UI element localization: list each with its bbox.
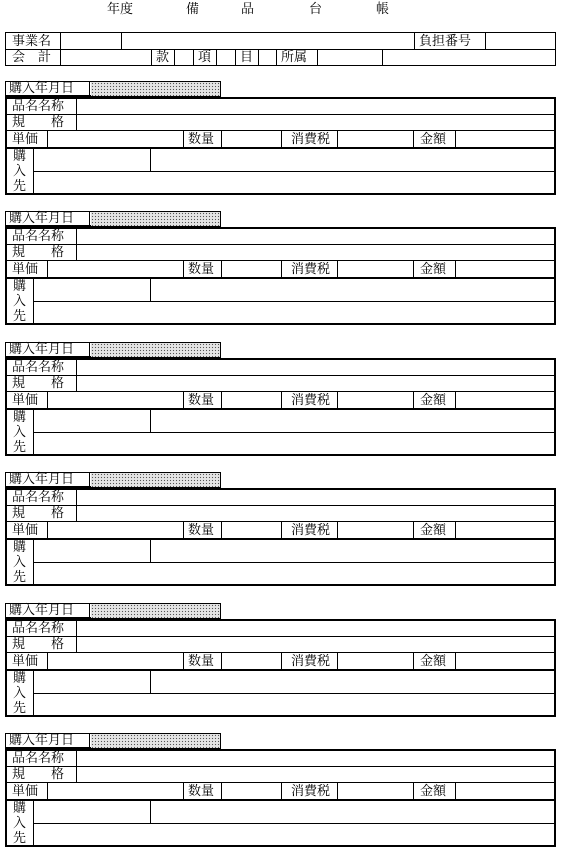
kounyusaki-char-2: 入 — [13, 425, 27, 440]
record-divider — [337, 261, 338, 277]
suryo-label: 数量 — [188, 262, 215, 277]
header-divider — [258, 49, 259, 66]
purchase-date-box — [5, 81, 221, 97]
record-divider — [413, 522, 414, 538]
record-divider — [47, 653, 48, 669]
purchase-record — [0, 211, 561, 329]
kounyusaki-char-3: 先 — [13, 179, 27, 194]
header-divider — [174, 49, 175, 66]
header-divider — [382, 49, 383, 66]
purchase-date-label: 購入年月日 — [6, 604, 90, 618]
record-divider — [455, 392, 456, 408]
shohizei-label: 消費税 — [291, 784, 331, 799]
purchase-record — [0, 603, 561, 721]
record-divider — [7, 375, 554, 376]
purchase-date-hatch — [91, 604, 220, 618]
record-body — [5, 227, 556, 325]
kounyusaki-char-2: 入 — [13, 294, 27, 309]
record-divider — [455, 783, 456, 799]
record-divider — [413, 131, 414, 147]
record-divider — [221, 522, 222, 538]
record-divider — [281, 522, 282, 538]
record-divider — [7, 505, 554, 506]
record-divider — [7, 147, 554, 149]
record-divider — [33, 432, 554, 433]
kaikei-label: 会 計 — [12, 50, 52, 65]
spec-label: 規 格 — [12, 245, 65, 260]
header-table — [5, 32, 556, 66]
purchase-record — [0, 472, 561, 590]
record-divider — [337, 783, 338, 799]
record-divider — [281, 653, 282, 669]
record-divider — [47, 261, 48, 277]
record-divider — [33, 301, 554, 302]
jigyo-label: 事業名 — [12, 34, 52, 49]
record-divider — [33, 171, 554, 172]
tanka-label: 単価 — [12, 784, 39, 799]
record-divider — [221, 653, 222, 669]
kan-label: 款 — [156, 50, 170, 65]
purchase-record — [0, 733, 561, 851]
spec-label: 規 格 — [12, 376, 65, 391]
kingaku-label: 金額 — [420, 262, 447, 277]
record-body — [5, 358, 556, 456]
record-divider — [221, 261, 222, 277]
record-divider — [7, 799, 554, 801]
header-divider — [193, 49, 194, 66]
record-body — [5, 97, 556, 195]
spec-label: 規 格 — [12, 115, 65, 130]
record-divider — [76, 621, 77, 653]
record-divider — [413, 261, 414, 277]
tanka-label: 単価 — [12, 523, 39, 538]
record-body — [5, 488, 556, 586]
kounyusaki-char-1: 購 — [13, 540, 27, 555]
shozoku-label: 所属 — [281, 50, 308, 65]
purchase-date-hatch — [91, 734, 220, 748]
kounyusaki-char-1: 購 — [13, 279, 27, 294]
header-divider — [121, 33, 122, 49]
record-divider — [221, 392, 222, 408]
record-divider — [33, 671, 34, 717]
purchase-date-box — [5, 603, 221, 619]
record-divider — [183, 261, 184, 277]
record-divider — [76, 360, 77, 392]
record-divider — [455, 261, 456, 277]
record-divider — [76, 229, 77, 261]
suryo-label: 数量 — [188, 132, 215, 147]
suryo-label: 数量 — [188, 784, 215, 799]
record-divider — [150, 671, 151, 693]
purchase-date-box — [5, 211, 221, 227]
record-divider — [150, 410, 151, 432]
record-divider — [183, 522, 184, 538]
header-divider — [276, 49, 277, 66]
record-divider — [337, 131, 338, 147]
shohizei-label: 消費税 — [291, 654, 331, 669]
record-divider — [33, 801, 34, 847]
record-divider — [7, 114, 554, 115]
title-char-1: 備 — [186, 2, 200, 17]
record-divider — [33, 279, 34, 325]
kounyusaki-char-2: 入 — [13, 164, 27, 179]
record-divider — [33, 149, 34, 195]
purchase-date-box — [5, 472, 221, 488]
record-divider — [183, 653, 184, 669]
record-divider — [221, 783, 222, 799]
record-divider — [281, 392, 282, 408]
shohizei-label: 消費税 — [291, 523, 331, 538]
kingaku-label: 金額 — [420, 523, 447, 538]
record-divider — [337, 392, 338, 408]
record-divider — [7, 244, 554, 245]
record-divider — [47, 783, 48, 799]
purchase-date-box — [5, 733, 221, 749]
record-body — [5, 619, 556, 717]
header-divider — [60, 33, 61, 49]
record-divider — [33, 562, 554, 563]
record-divider — [47, 522, 48, 538]
kingaku-label: 金額 — [420, 393, 447, 408]
suryo-label: 数量 — [188, 393, 215, 408]
record-divider — [33, 823, 554, 824]
kounyusaki-char-1: 購 — [13, 801, 27, 816]
header-divider — [216, 49, 217, 66]
spec-label: 規 格 — [12, 506, 65, 521]
futan-label: 負担番号 — [419, 34, 472, 49]
moku-label: 目 — [240, 50, 254, 65]
shohizei-label: 消費税 — [291, 132, 331, 147]
record-divider — [33, 410, 34, 456]
record-divider — [183, 392, 184, 408]
spec-label: 規 格 — [12, 637, 65, 652]
purchase-record — [0, 81, 561, 199]
header-divider — [317, 49, 318, 66]
kounyusaki-char-1: 購 — [13, 671, 27, 686]
kounyusaki-char-3: 先 — [13, 440, 27, 455]
kingaku-label: 金額 — [420, 132, 447, 147]
purchase-date-hatch — [91, 343, 220, 357]
purchase-date-label: 購入年月日 — [6, 343, 90, 357]
purchase-date-hatch — [91, 212, 220, 226]
name-label: 品名名称 — [12, 360, 65, 375]
suryo-label: 数量 — [188, 523, 215, 538]
kounyusaki-char-1: 購 — [13, 410, 27, 425]
name-label: 品名名称 — [12, 621, 65, 636]
spec-label: 規 格 — [12, 767, 65, 782]
record-divider — [150, 801, 151, 823]
record-divider — [281, 783, 282, 799]
purchase-date-box — [5, 342, 221, 358]
record-divider — [183, 131, 184, 147]
header-divider — [60, 49, 61, 66]
name-label: 品名名称 — [12, 99, 65, 114]
title-char-4: 帳 — [376, 2, 390, 17]
header-divider — [151, 49, 152, 66]
kounyusaki-char-3: 先 — [13, 570, 27, 585]
record-divider — [455, 131, 456, 147]
kounyusaki-char-2: 入 — [13, 686, 27, 701]
record-divider — [337, 522, 338, 538]
record-divider — [7, 766, 554, 767]
shohizei-label: 消費税 — [291, 393, 331, 408]
purchase-date-label: 購入年月日 — [6, 473, 90, 487]
kounyusaki-char-1: 購 — [13, 149, 27, 164]
suryo-label: 数量 — [188, 654, 215, 669]
kounyusaki-char-3: 先 — [13, 309, 27, 324]
record-divider — [150, 279, 151, 301]
record-divider — [7, 636, 554, 637]
record-divider — [281, 261, 282, 277]
tanka-label: 単価 — [12, 262, 39, 277]
record-divider — [33, 693, 554, 694]
record-divider — [7, 538, 554, 540]
record-divider — [76, 751, 77, 783]
record-divider — [47, 131, 48, 147]
tanka-label: 単価 — [12, 654, 39, 669]
record-divider — [47, 392, 48, 408]
record-divider — [413, 783, 414, 799]
kingaku-label: 金額 — [420, 784, 447, 799]
name-label: 品名名称 — [12, 490, 65, 505]
title-char-2: 品 — [241, 2, 255, 17]
tanka-label: 単価 — [12, 132, 39, 147]
kounyusaki-char-2: 入 — [13, 816, 27, 831]
record-divider — [76, 99, 77, 131]
record-divider — [7, 669, 554, 671]
kou-label: 項 — [198, 50, 212, 65]
kounyusaki-char-3: 先 — [13, 701, 27, 716]
name-label: 品名名称 — [12, 229, 65, 244]
record-divider — [7, 277, 554, 279]
record-divider — [33, 540, 34, 586]
name-label: 品名名称 — [12, 751, 65, 766]
purchase-date-label: 購入年月日 — [6, 82, 90, 96]
tanka-label: 単価 — [12, 393, 39, 408]
kounyusaki-char-2: 入 — [13, 555, 27, 570]
header-divider — [485, 33, 486, 49]
kounyusaki-char-3: 先 — [13, 831, 27, 846]
record-divider — [455, 522, 456, 538]
title-char-3: 台 — [309, 2, 323, 17]
kingaku-label: 金額 — [420, 654, 447, 669]
record-divider — [150, 540, 151, 562]
header-divider — [414, 33, 415, 49]
record-divider — [150, 149, 151, 171]
title-nendo: 年度 — [107, 2, 134, 17]
record-divider — [7, 408, 554, 410]
purchase-date-hatch — [91, 82, 220, 96]
record-divider — [183, 783, 184, 799]
purchase-date-label: 購入年月日 — [6, 734, 90, 748]
record-body — [5, 749, 556, 847]
record-divider — [455, 653, 456, 669]
purchase-date-hatch — [91, 473, 220, 487]
record-divider — [337, 653, 338, 669]
record-divider — [221, 131, 222, 147]
record-divider — [281, 131, 282, 147]
record-divider — [413, 392, 414, 408]
record-divider — [413, 653, 414, 669]
record-divider — [76, 490, 77, 522]
shohizei-label: 消費税 — [291, 262, 331, 277]
purchase-date-label: 購入年月日 — [6, 212, 90, 226]
purchase-record — [0, 342, 561, 460]
header-divider — [235, 49, 236, 66]
